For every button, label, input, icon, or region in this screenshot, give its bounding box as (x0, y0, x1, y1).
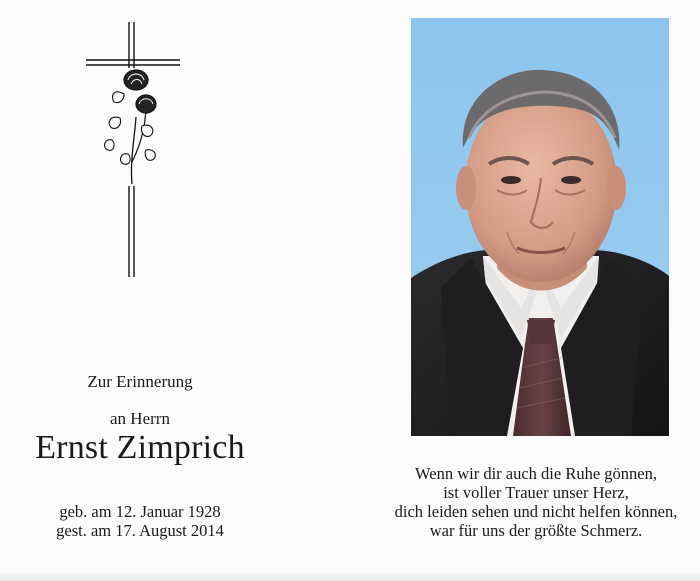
poem-line: war für uns der größte Schmerz. (429, 521, 643, 540)
birth-date: geb. am 12. Januar 1928 (59, 502, 221, 521)
card-bottom-edge (0, 573, 700, 581)
poem-line: ist voller Trauer unser Herz, (443, 483, 629, 502)
life-dates (20, 502, 260, 540)
poem-line: dich leiden sehen und nicht helfen können, (394, 502, 678, 521)
portrait-photo (411, 18, 669, 436)
portrait-illustration (411, 18, 669, 436)
poem-line: Wenn wir dir auch die Ruhe gönnen, (415, 464, 657, 483)
death-date: gest. am 17. August 2014 (56, 521, 224, 540)
memorial-poem (372, 464, 700, 540)
intro-line-zur-erinnerung: Zur Erinnerung (87, 372, 193, 391)
intro-line-an-herrn: an Herrn (110, 409, 170, 428)
card-fold (349, 0, 350, 581)
cross-with-roses-icon (84, 22, 184, 280)
deceased-name: Ernst Zimprich (35, 429, 245, 466)
